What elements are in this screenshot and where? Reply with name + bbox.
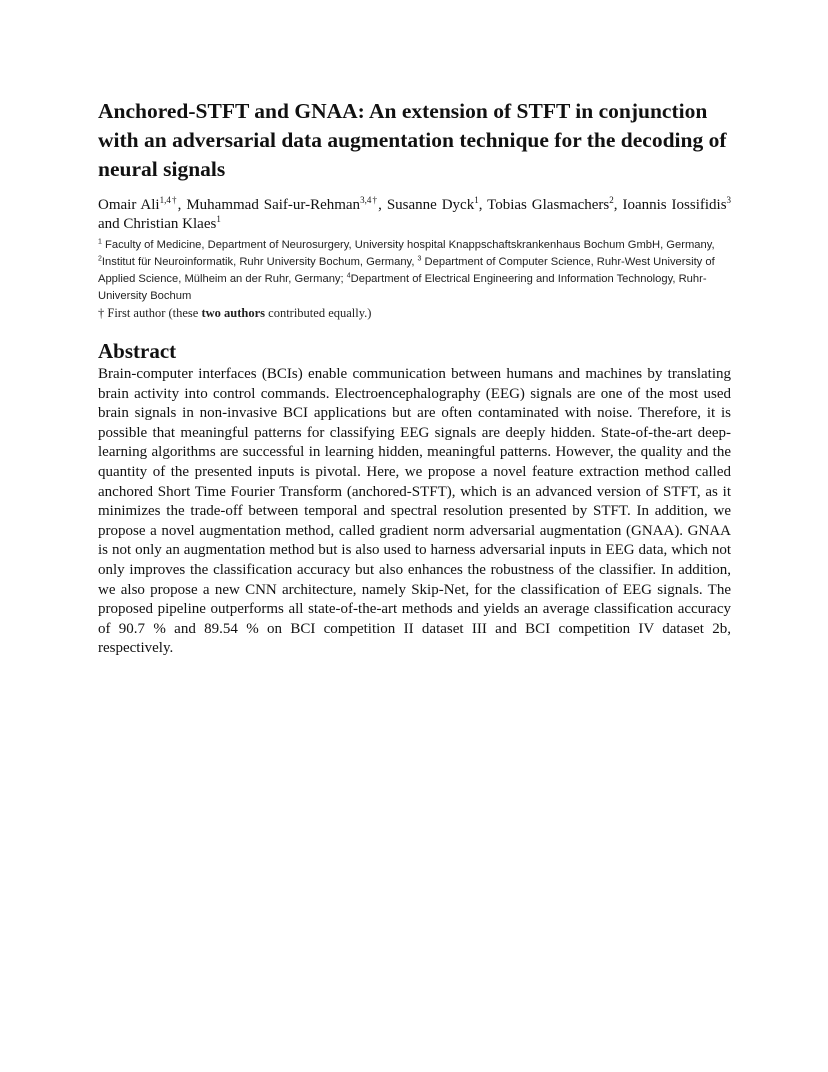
- author-name: Tobias Glasmachers: [487, 197, 610, 213]
- affiliation-text: Department of Electrical Engineering and Information Technology, Ruhr-University Bochum: [98, 273, 707, 302]
- author-separator: ,: [613, 197, 623, 213]
- author: [487, 197, 622, 213]
- affiliation-mark: 3: [417, 255, 422, 263]
- author: [123, 216, 220, 232]
- abstract-body: Brain-computer interfaces (BCIs) enable communication between humans and machines by translating brain activity into control commands. Electroencephalography (EEG) signals are one of the most used brain signals in non-invasive BCI applications but are often contaminated with noise. Therefore, it is possible that meaningful patterns for classifying EEG signals are deeply hidden. State-of-the-art deep-learning algorithms are successful in learning hidden, meaningful patterns. However, the quality and the quantity of the presented inputs is pivotal. Here, we propose a novel feature extraction method called anchored Short Time Fourier Transform (anchored-STFT), which is an advanced version of STFT, as it minimizes the trade-off between temporal and spectral resolution presented by STFT. In addition, we propose a novel augmentation method, called gradient norm adversarial augmentation (GNAA). GNAA is not only an augmentation method but is also used to harness adversarial inputs in EEG data, which not only improves the classification accuracy but also enhances the robustness of the classifier. In addition, we also propose a new CNN architecture, namely Skip-Net, for the classification of EEG signals. The proposed pipeline outperforms all state-of-the-art methods and yields an average classification accuracy of 90.7 % and 89.54 % on BCI competition II dataset III and BCI competition IV dataset 2b, respectively.: [98, 366, 731, 657]
- paper-page: [98, 97, 731, 659]
- author-name: Susanne Dyck: [386, 197, 475, 213]
- affiliation-mark: 2: [98, 255, 102, 263]
- author-separator: and: [98, 216, 124, 232]
- affiliation-mark: 4: [346, 272, 351, 280]
- affiliation-mark: 1: [98, 238, 102, 246]
- affiliation-list: [98, 237, 731, 305]
- author-separator: ,: [478, 197, 488, 213]
- author-affiliation-mark: 1: [216, 214, 221, 224]
- author-separator: ,: [177, 197, 187, 213]
- author: [186, 197, 386, 213]
- affiliation-text: Faculty of Medicine, Department of Neurosurgery, University hospital Knappschaftskrankenhaus Bochum GmbH, Germany,: [101, 239, 715, 251]
- author: [387, 197, 487, 213]
- paper-title: Anchored-STFT and GNAA: An extension of STFT in conjunction with an adversarial data augmentation technique for the decoding of neural signals: [98, 99, 727, 181]
- author-list: [98, 196, 731, 234]
- author-name: Ioannis Iossifidis: [622, 197, 727, 213]
- abstract-heading: Abstract: [98, 339, 177, 363]
- author-affiliation-mark: 1: [474, 195, 479, 205]
- author-name: Omair Ali: [98, 197, 160, 213]
- author-affiliation-mark: 2: [609, 195, 614, 205]
- author-name: Muhammad Saif-ur-Rehman: [186, 197, 361, 213]
- note-prefix: † First author (these: [98, 306, 202, 320]
- affiliation-text: Department of Computer Science, Ruhr-West University of Applied Science, Mülheim an der Ruhr, Germany;: [98, 256, 715, 285]
- author: [98, 197, 186, 213]
- author-name: Christian Klaes: [123, 216, 217, 232]
- note-emphasis: two authors: [201, 306, 266, 320]
- author-separator: ,: [378, 197, 387, 213]
- author-affiliation-mark: 1,4†: [159, 195, 178, 205]
- equal-contribution-note: [98, 305, 731, 322]
- author-affiliation-mark: 3,4†: [360, 195, 379, 205]
- author-affiliation-mark: 3: [726, 195, 732, 205]
- note-suffix: contributed equally.): [265, 306, 372, 320]
- affiliation-text: Institut für Neuroinformatik, Ruhr University Bochum, Germany,: [101, 256, 418, 268]
